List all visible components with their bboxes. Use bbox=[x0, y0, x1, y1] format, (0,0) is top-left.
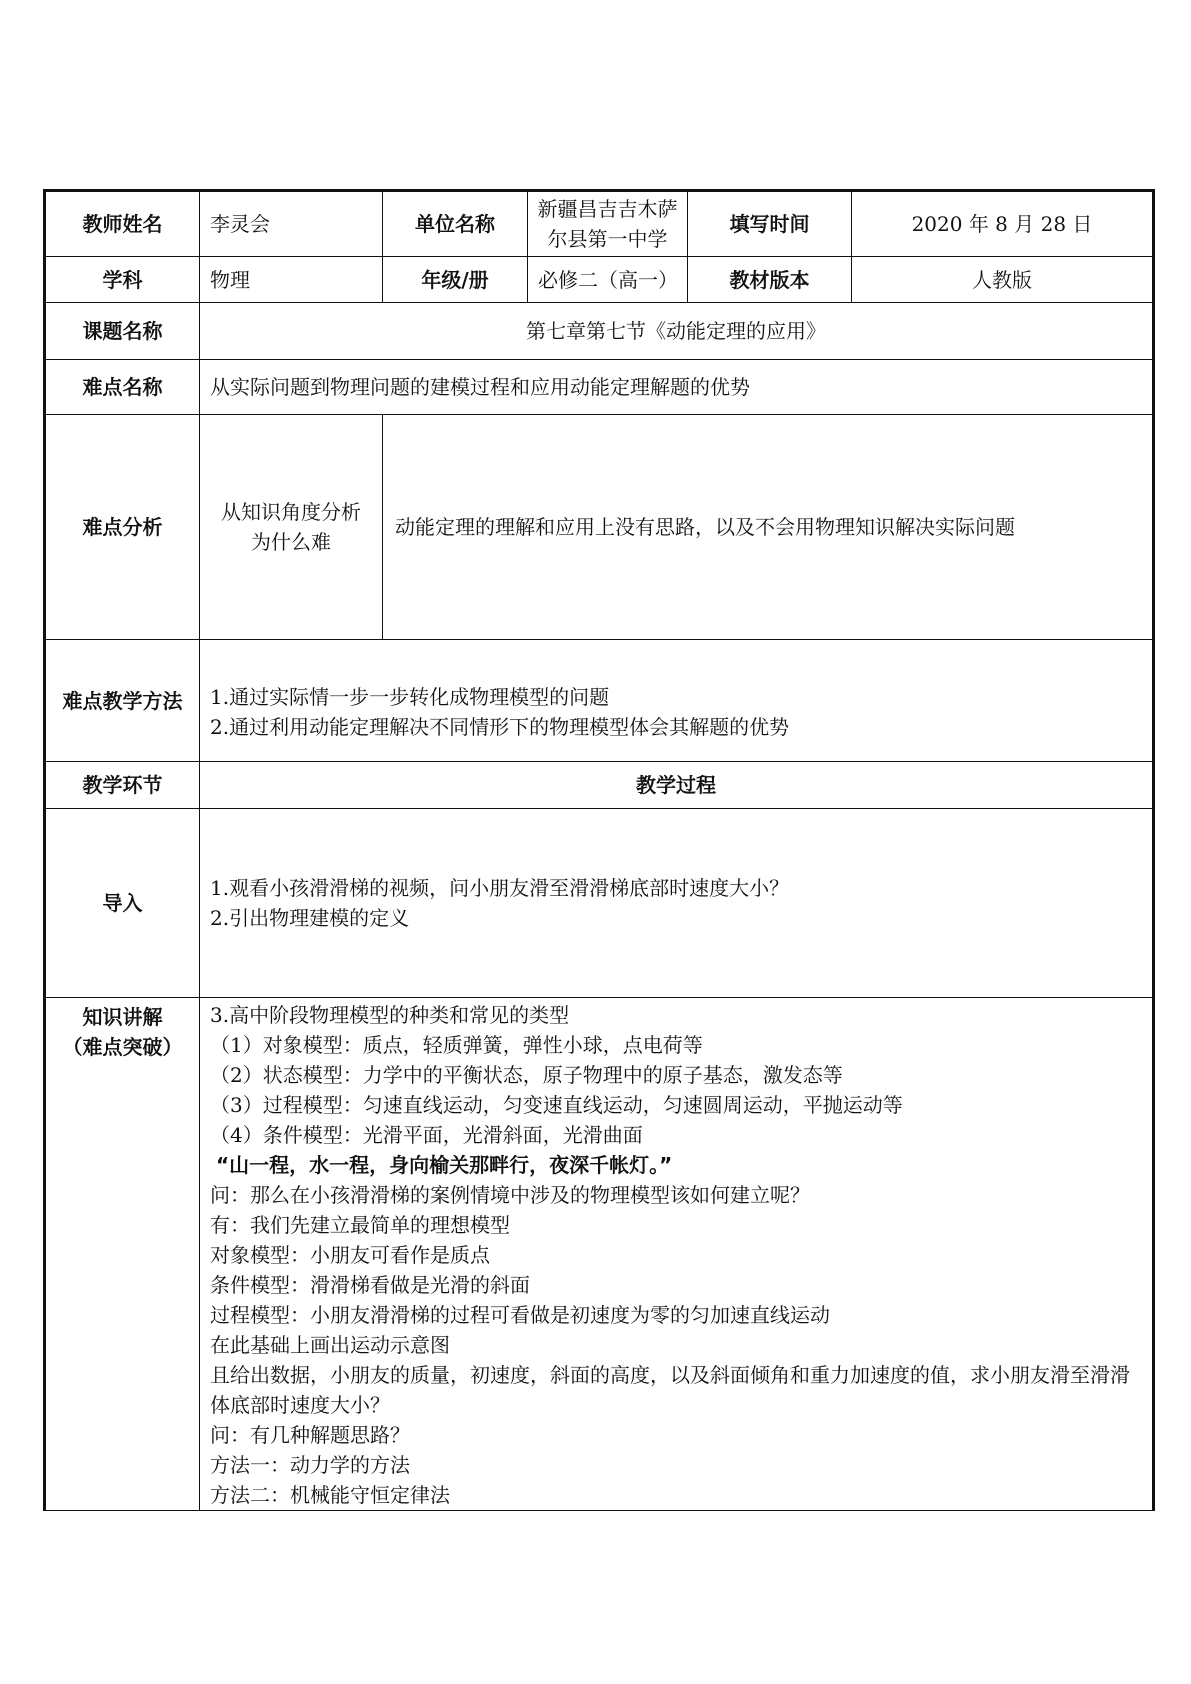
topic-row bbox=[45, 303, 1154, 360]
knowledge-line: 问：那么在小孩滑滑梯的案例情境中涉及的物理模型该如何建立呢？ bbox=[210, 1183, 810, 1207]
subject-value: 物理 bbox=[200, 257, 383, 303]
intro-row bbox=[45, 809, 1154, 998]
teacher-label: 教师姓名 bbox=[45, 191, 200, 257]
method-row bbox=[45, 640, 1154, 762]
date-label: 填写时间 bbox=[688, 191, 852, 257]
method-line-2: 2.通过利用动能定理解决不同情形下的物理模型体会其解题的优势 bbox=[210, 715, 790, 739]
analysis-sublabel: 从知识角度分析为什么难 bbox=[200, 415, 383, 640]
knowledge-line: 过程模型：小朋友滑滑梯的过程可看做是初速度为零的匀加速直线运动 bbox=[210, 1303, 830, 1327]
poem-quote: “山一程，水一程，身向榆关那畔行，夜深千帐灯。” bbox=[216, 1153, 673, 1177]
analysis-value: 动能定理的理解和应用上没有思路，以及不会用物理知识解决实际问题 bbox=[383, 415, 1154, 640]
unit-label: 单位名称 bbox=[383, 191, 528, 257]
knowledge-line: （1）对象模型：质点，轻质弹簧，弹性小球，点电荷等 bbox=[210, 1033, 703, 1057]
knowledge-lines bbox=[200, 998, 1154, 1511]
edition-label: 教材版本 bbox=[688, 257, 852, 303]
intro-line-2: 2.引出物理建模的定义 bbox=[210, 906, 410, 930]
lesson-plan-table bbox=[43, 189, 1155, 1511]
knowledge-line: 有：我们先建立最简单的理想模型 bbox=[210, 1213, 510, 1237]
process-label: 教学过程 bbox=[200, 762, 1154, 809]
grade-value: 必修二（高一） bbox=[528, 257, 688, 303]
analysis-row bbox=[45, 415, 1154, 640]
difficulty-row bbox=[45, 360, 1154, 415]
knowledge-line: （4）条件模型：光滑平面，光滑斜面，光滑曲面 bbox=[210, 1123, 643, 1147]
topic-value: 第七章第七节《动能定理的应用》 bbox=[200, 303, 1154, 360]
knowledge-line: 对象模型：小朋友可看作是质点 bbox=[210, 1243, 490, 1267]
knowledge-line: 方法二：机械能守恒定律法 bbox=[210, 1483, 450, 1507]
section-label: 教学环节 bbox=[45, 762, 200, 809]
difficulty-value: 从实际问题到物理问题的建模过程和应用动能定理解题的优势 bbox=[200, 360, 1154, 415]
knowledge-line: 3.高中阶段物理模型的种类和常见的类型 bbox=[210, 1003, 570, 1027]
knowledge-label-line2: （难点突破） bbox=[62, 1035, 183, 1059]
edition-value: 人教版 bbox=[852, 257, 1154, 303]
header-row-2 bbox=[45, 257, 1154, 303]
grade-label: 年级/册 bbox=[383, 257, 528, 303]
knowledge-line: 方法一：动力学的方法 bbox=[210, 1453, 410, 1477]
knowledge-row bbox=[45, 998, 1154, 1511]
knowledge-label bbox=[45, 998, 200, 1511]
knowledge-line: 问：有几种解题思路？ bbox=[210, 1423, 410, 1447]
date-value: 2020 年 8 月 28 日 bbox=[852, 191, 1154, 257]
unit-value: 新疆昌吉吉木萨尔县第一中学 bbox=[528, 191, 688, 257]
intro-label: 导入 bbox=[45, 809, 200, 998]
header-row-1 bbox=[45, 191, 1154, 257]
subject-label: 学科 bbox=[45, 257, 200, 303]
method-lines bbox=[200, 640, 1154, 762]
method-line-1: 1.通过实际情一步一步转化成物理模型的问题 bbox=[210, 685, 610, 709]
method-label: 难点教学方法 bbox=[45, 640, 200, 762]
process-header-row bbox=[45, 762, 1154, 809]
analysis-label: 难点分析 bbox=[45, 415, 200, 640]
knowledge-label-line1: 知识讲解 bbox=[82, 1005, 163, 1029]
lesson-plan-document bbox=[43, 189, 1152, 1511]
intro-lines bbox=[200, 809, 1154, 998]
knowledge-line: 条件模型：滑滑梯看做是光滑的斜面 bbox=[210, 1273, 530, 1297]
topic-label: 课题名称 bbox=[45, 303, 200, 360]
difficulty-label: 难点名称 bbox=[45, 360, 200, 415]
knowledge-line: （2）状态模型：力学中的平衡状态，原子物理中的原子基态，激发态等 bbox=[210, 1063, 843, 1087]
knowledge-line: 且给出数据，小朋友的质量，初速度，斜面的高度，以及斜面倾角和重力加速度的值，求小朋友滑至滑滑体底部时速度大小？ bbox=[210, 1363, 1130, 1417]
knowledge-line: 在此基础上画出运动示意图 bbox=[210, 1333, 450, 1357]
knowledge-line: （3）过程模型：匀速直线运动，匀变速直线运动，匀速圆周运动，平抛运动等 bbox=[210, 1093, 903, 1117]
teacher-value: 李灵会 bbox=[200, 191, 383, 257]
intro-line-1: 1.观看小孩滑滑梯的视频，问小朋友滑至滑滑梯底部时速度大小？ bbox=[210, 876, 790, 900]
